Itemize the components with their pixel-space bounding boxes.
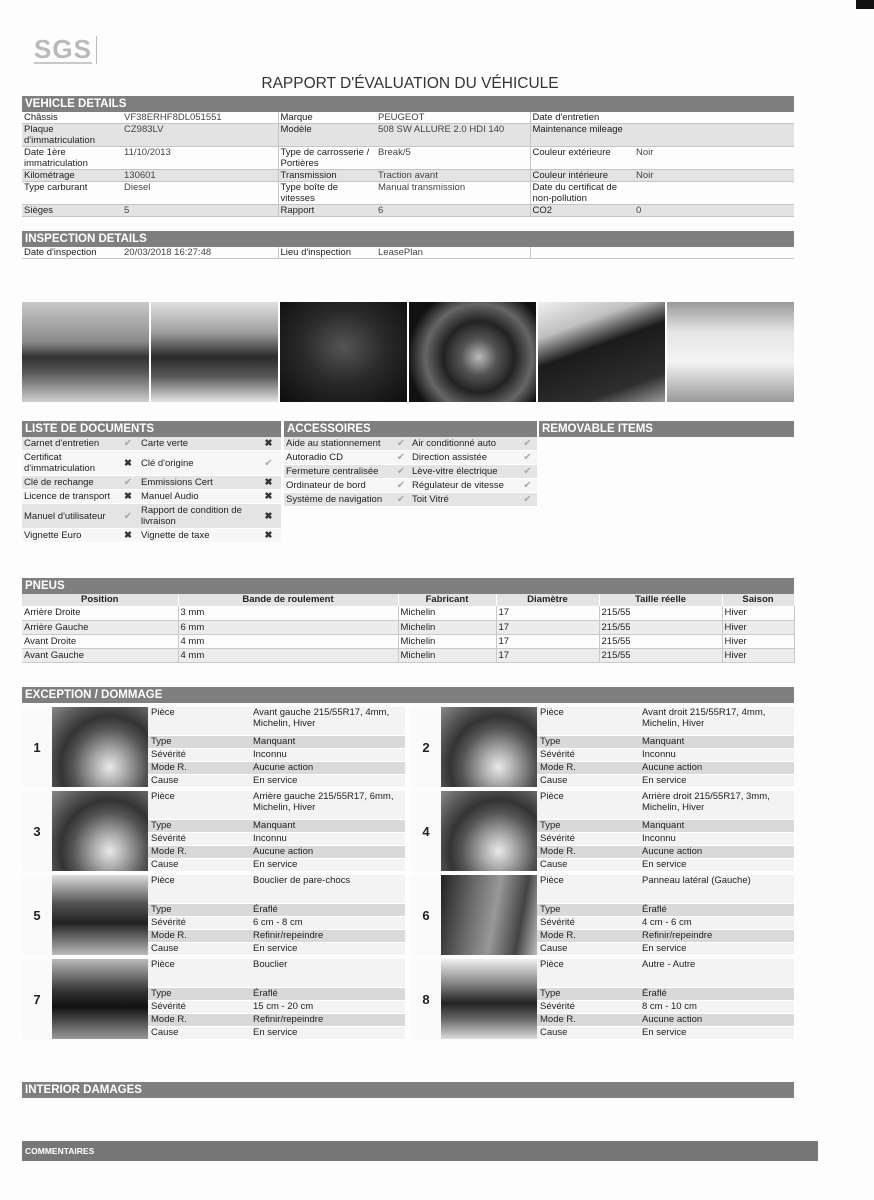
- tyre-column-header: Taille réelle: [599, 594, 722, 606]
- checklist-item-label: Fermeture centralisée: [284, 465, 392, 479]
- inspection-date-value: 20/03/2018 16:27:48: [124, 247, 212, 258]
- tyre-cell: 215/55: [599, 606, 722, 620]
- comments-heading: COMMENTAIRES: [22, 1141, 818, 1161]
- tyre-row: [22, 620, 794, 634]
- damage-field-value: Aucune action: [250, 761, 405, 774]
- vehicle-photo-interior[interactable]: [667, 302, 794, 402]
- damage-field-value: 8 cm - 10 cm: [639, 1000, 794, 1013]
- inspection-place-label: Lieu d'inspection: [278, 247, 376, 259]
- vehicle-value: [634, 124, 794, 147]
- vehicle-value: Noir: [636, 147, 654, 158]
- tyre-cell: Michelin: [398, 648, 496, 662]
- comments-section: [22, 1141, 818, 1161]
- checklist-item-label: Certificat d'immatriculation: [22, 451, 117, 476]
- damage-field-value: Aucune action: [639, 761, 794, 774]
- damage-field-label: Pièce: [148, 707, 250, 735]
- checklist-item-label: Manuel d'utilisateur: [22, 504, 117, 529]
- damage-photo[interactable]: [52, 791, 148, 871]
- damage-photo[interactable]: [441, 791, 537, 871]
- tyre-cell: Arrière Gauche: [22, 620, 178, 634]
- checklist-item-label: Système de navigation: [284, 493, 392, 507]
- logo-text: SGS: [34, 34, 92, 64]
- damage-card: [411, 959, 794, 1039]
- vehicle-label: Kilométrage: [24, 170, 75, 181]
- damage-field-value: Refinir/repeindre: [250, 1013, 405, 1026]
- cross-icon: ✖: [117, 490, 139, 504]
- checklist-row: [22, 490, 281, 504]
- check-icon: ✔: [518, 493, 537, 507]
- check-icon: ✔: [392, 437, 410, 451]
- tyre-row: [22, 606, 794, 620]
- damage-field-value: En service: [639, 858, 794, 871]
- checklist-row: [22, 451, 281, 476]
- tyre-cell: 4 mm: [178, 634, 398, 648]
- damages-section: [22, 687, 794, 1039]
- inspection-details-table: [22, 247, 794, 259]
- tyre-cell: Avant Droite: [22, 634, 178, 648]
- vehicle-label: Sièges: [24, 205, 54, 216]
- vehicle-details-heading: VEHICLE DETAILS: [22, 96, 794, 112]
- vehicle-label: CO2: [530, 205, 634, 217]
- tyre-cell: 17: [496, 648, 599, 662]
- vehicle-label: Type carburant: [24, 182, 88, 193]
- checklist-item-label: Toit Vitré: [410, 493, 518, 507]
- tyre-column-header: Bande de roulement: [178, 594, 398, 606]
- damage-field-value: Arrière droit 215/55R17, 3mm, Michelin, Hiver: [639, 791, 794, 819]
- interior-damages-heading: INTERIOR DAMAGES: [22, 1082, 794, 1098]
- damage-photo[interactable]: [52, 959, 148, 1039]
- checklist-item-label: Direction assistée: [410, 451, 518, 465]
- vehicle-label: Rapport: [278, 205, 376, 217]
- removable-items-list: [539, 421, 794, 437]
- vehicle-value: Break/5: [378, 147, 411, 158]
- damage-field-value: Manquant: [639, 735, 794, 748]
- tyres-section: [22, 578, 794, 663]
- checklist-item-label: Régulateur de vitesse: [410, 479, 518, 493]
- checklist-row: [22, 504, 281, 529]
- damage-field-value: Éraflé: [639, 903, 794, 916]
- damage-field-label: Cause: [537, 942, 639, 955]
- cross-icon: ✖: [256, 490, 281, 504]
- tyre-cell: 17: [496, 634, 599, 648]
- damage-details: [148, 959, 405, 1040]
- checklist-row: [284, 493, 537, 507]
- damage-details: [537, 959, 794, 1040]
- damage-field-label: Mode R.: [148, 761, 250, 774]
- damage-field-value: Aucune action: [639, 1013, 794, 1026]
- tyre-cell: Avant Gauche: [22, 648, 178, 662]
- vehicle-value: Manual transmission: [378, 182, 466, 193]
- checklist-row: [22, 437, 281, 451]
- checklist-item-label: Air conditionné auto: [410, 437, 518, 451]
- tyre-row: [22, 648, 794, 662]
- vehicle-photo-boot[interactable]: [280, 302, 407, 402]
- checklist-item-label: Autoradio CD: [284, 451, 392, 465]
- damage-field-value: 6 cm - 8 cm: [250, 916, 405, 929]
- check-icon: ✔: [392, 465, 410, 479]
- damage-field-label: Pièce: [148, 875, 250, 903]
- vehicle-label: Châssis: [24, 112, 58, 123]
- tyre-cell: Hiver: [722, 648, 794, 662]
- checklist-row: [284, 465, 537, 479]
- check-icon: ✔: [518, 451, 537, 465]
- interior-damages-section: [22, 1082, 794, 1098]
- check-icon: ✔: [392, 451, 410, 465]
- vehicle-label: Maintenance mileage: [530, 124, 634, 147]
- damage-field-value: Panneau latéral (Gauche): [639, 875, 794, 903]
- details-block: [22, 96, 794, 259]
- damage-number: 2: [422, 739, 430, 755]
- damages-heading: EXCEPTION / DOMMAGE: [22, 687, 794, 703]
- vehicle-value: PEUGEOT: [378, 112, 425, 123]
- damage-field-label: Pièce: [537, 791, 639, 819]
- accessories-heading: ACCESSOIRES: [284, 421, 537, 437]
- damage-number: 8: [422, 991, 430, 1007]
- check-icon: ✔: [518, 479, 537, 493]
- documents-heading: LISTE DE DOCUMENTS: [22, 421, 281, 437]
- vehicle-label: Date d'entretien: [530, 112, 634, 124]
- checklist-item-label: Aide au stationnement: [284, 437, 392, 451]
- vehicle-value: 130601: [124, 170, 156, 181]
- damage-details: [537, 791, 794, 872]
- damage-card: [22, 707, 405, 787]
- tyre-cell: 4 mm: [178, 648, 398, 662]
- damage-details: [148, 791, 405, 872]
- vehicle-value: 0: [636, 205, 642, 216]
- damage-field-value: En service: [639, 1026, 794, 1039]
- vehicle-label: Type boîte de vitesses: [278, 182, 376, 205]
- vehicle-label: Plaque d'immatriculation: [24, 124, 95, 146]
- damage-field-value: Inconnu: [250, 832, 405, 845]
- checklist-row: [284, 437, 537, 451]
- vehicle-row: [22, 205, 794, 217]
- damage-card: [22, 875, 405, 955]
- damage-field-label: Type: [148, 903, 250, 916]
- vehicle-row: [22, 170, 794, 182]
- damage-field-value: Inconnu: [639, 748, 794, 761]
- damage-field-value: Refinir/repeindre: [639, 929, 794, 942]
- vehicle-value: Noir: [636, 170, 654, 181]
- damage-field-label: Type: [537, 987, 639, 1000]
- damage-details: [148, 875, 405, 956]
- vehicle-row: [22, 112, 794, 124]
- checklist-row: [284, 479, 537, 493]
- damage-field-label: Cause: [148, 774, 250, 787]
- damage-field-label: Cause: [537, 858, 639, 871]
- check-icon: ✔: [518, 437, 537, 451]
- damage-field-value: Bouclier de pare-chocs: [250, 875, 405, 903]
- vehicle-value: 5: [124, 205, 130, 216]
- damage-field-label: Mode R.: [148, 845, 250, 858]
- cross-icon: ✖: [256, 476, 281, 490]
- vehicle-row: [22, 147, 794, 170]
- tyre-cell: Michelin: [398, 620, 496, 634]
- tyre-cell: 215/55: [599, 648, 722, 662]
- checklist-item-label: Rapport de condition de livraison: [139, 504, 256, 529]
- damage-field-label: Sévérité: [537, 748, 639, 761]
- damage-field-label: Cause: [148, 1026, 250, 1039]
- vehicle-value: [634, 182, 794, 205]
- damage-details: [537, 875, 794, 956]
- damage-field-label: Type: [148, 819, 250, 832]
- damage-field-value: 15 cm - 20 cm: [250, 1000, 405, 1013]
- vehicle-value: [634, 112, 794, 124]
- damage-field-value: Refinir/repeindre: [250, 929, 405, 942]
- tyre-column-header: Diamètre: [496, 594, 599, 606]
- vehicle-photo-rear[interactable]: [151, 302, 278, 402]
- damage-field-label: Pièce: [148, 791, 250, 819]
- checklist-row: [22, 476, 281, 490]
- damage-field-label: Cause: [537, 774, 639, 787]
- damage-photo[interactable]: [441, 875, 537, 955]
- damage-field-value: Inconnu: [639, 832, 794, 845]
- damage-card: [22, 791, 405, 871]
- checklist-item-label: Vignette de taxe: [139, 529, 256, 543]
- damage-field-label: Pièce: [148, 959, 250, 987]
- tyre-cell: 17: [496, 606, 599, 620]
- damage-field-label: Sévérité: [537, 916, 639, 929]
- report-title: RAPPORT D'ÉVALUATION DU VÉHICULE: [261, 75, 559, 92]
- check-icon: ✔: [518, 465, 537, 479]
- damage-field-value: Arrière gauche 215/55R17, 6mm, Michelin, Hiver: [250, 791, 405, 819]
- vehicle-photo-front[interactable]: [22, 302, 149, 402]
- damage-field-value: En service: [250, 942, 405, 955]
- damage-photo[interactable]: [441, 707, 537, 787]
- damage-field-value: Éraflé: [250, 987, 405, 1000]
- tyre-cell: 3 mm: [178, 606, 398, 620]
- damage-field-value: Aucune action: [250, 845, 405, 858]
- damage-field-label: Mode R.: [537, 1013, 639, 1026]
- checklists: [22, 421, 794, 561]
- damage-photo[interactable]: [441, 959, 537, 1039]
- damage-field-value: Bouclier: [250, 959, 405, 987]
- vehicle-label: Type de carrosserie / Portières: [278, 147, 376, 170]
- cross-icon: ✖: [256, 529, 281, 543]
- damage-field-value: Aucune action: [639, 845, 794, 858]
- checklist-row: [22, 529, 281, 543]
- damage-field-label: Mode R.: [148, 929, 250, 942]
- vehicle-value: CZ983LV: [124, 124, 164, 135]
- vehicle-value: VF38ERHF8DL051551: [124, 112, 222, 123]
- tyre-column-header: Saison: [722, 594, 794, 606]
- damage-field-value: Manquant: [250, 735, 405, 748]
- removable-items-heading: REMOVABLE ITEMS: [539, 421, 794, 437]
- check-icon: ✔: [256, 451, 281, 476]
- damage-number: 1: [33, 739, 41, 755]
- cross-icon: ✖: [117, 529, 139, 543]
- check-icon: ✔: [117, 437, 139, 451]
- vehicle-details-table: [22, 112, 794, 217]
- tyre-column-header: Position: [22, 594, 178, 606]
- vehicle-photo-roof[interactable]: [538, 302, 665, 402]
- damage-field-label: Cause: [148, 858, 250, 871]
- damage-field-label: Mode R.: [537, 761, 639, 774]
- vehicle-value: 11/10/2013: [124, 147, 171, 158]
- damage-field-label: Sévérité: [148, 916, 250, 929]
- inspection-date-label: Date d'inspection: [24, 247, 97, 258]
- damage-field-label: Pièce: [537, 707, 639, 735]
- damage-field-value: Manquant: [639, 819, 794, 832]
- damage-field-value: Avant droit 215/55R17, 4mm, Michelin, Hiver: [639, 707, 794, 735]
- checklist-item-label: Clé d'origine: [139, 451, 256, 476]
- checklist-item-label: Carnet d'entretien: [22, 437, 117, 451]
- damage-field-value: En service: [639, 942, 794, 955]
- damage-photo[interactable]: [52, 875, 148, 955]
- damage-field-value: En service: [639, 774, 794, 787]
- damage-card: [22, 959, 405, 1039]
- damage-field-label: Mode R.: [537, 845, 639, 858]
- vehicle-value: 508 SW ALLURE 2.0 HDI 140: [378, 124, 505, 135]
- damage-field-value: Manquant: [250, 819, 405, 832]
- damage-field-label: Sévérité: [148, 748, 250, 761]
- damage-number: 3: [33, 823, 41, 839]
- accessories-list: [284, 421, 537, 507]
- tyre-cell: Hiver: [722, 634, 794, 648]
- tyre-cell: Hiver: [722, 606, 794, 620]
- vehicle-row: [22, 182, 794, 205]
- tyre-cell: Hiver: [722, 620, 794, 634]
- vehicle-label: Date 1ère immatriculation: [24, 147, 88, 169]
- damage-field-value: En service: [250, 858, 405, 871]
- check-icon: ✔: [392, 493, 410, 507]
- checklist-item-label: Emmissions Cert: [139, 476, 256, 490]
- tyre-cell: 215/55: [599, 620, 722, 634]
- damage-field-value: Éraflé: [639, 987, 794, 1000]
- damage-field-label: Type: [148, 735, 250, 748]
- vehicle-label: Transmission: [278, 170, 376, 182]
- damage-field-label: Type: [537, 903, 639, 916]
- cross-icon: ✖: [117, 451, 139, 476]
- damage-field-label: Sévérité: [148, 832, 250, 845]
- tyre-column-header: Fabricant: [398, 594, 496, 606]
- damage-card: [411, 707, 794, 787]
- vehicle-label: Date du certificat de non-pollution: [530, 182, 634, 205]
- checklist-row: [284, 451, 537, 465]
- checklist-item-label: Carte verte: [139, 437, 256, 451]
- documents-list: [22, 421, 281, 543]
- damage-field-label: Sévérité: [537, 832, 639, 845]
- damage-field-value: Inconnu: [250, 748, 405, 761]
- tyres-table: [22, 594, 795, 663]
- tyre-cell: Arrière Droite: [22, 606, 178, 620]
- vehicle-row: [22, 124, 794, 147]
- tyre-cell: 17: [496, 620, 599, 634]
- tyre-cell: Michelin: [398, 606, 496, 620]
- vehicle-photo-strip: [22, 302, 794, 402]
- damage-field-value: En service: [250, 774, 405, 787]
- checklist-item-label: Ordinateur de bord: [284, 479, 392, 493]
- sgs-logo: [34, 36, 92, 64]
- damage-field-value: 4 cm - 6 cm: [639, 916, 794, 929]
- damage-field-label: Type: [537, 819, 639, 832]
- vehicle-label: Couleur extérieure: [530, 147, 634, 170]
- damage-number: 5: [33, 907, 41, 923]
- tyre-cell: Michelin: [398, 634, 496, 648]
- checklist-item-label: Clé de rechange: [22, 476, 117, 490]
- damage-details: [537, 707, 794, 788]
- damage-number: 7: [33, 991, 41, 1007]
- damage-photo[interactable]: [52, 707, 148, 787]
- checklist-item-label: Licence de transport: [22, 490, 117, 504]
- vehicle-label: Modèle: [278, 124, 376, 147]
- damage-field-label: Pièce: [537, 875, 639, 903]
- damage-field-value: Autre - Autre: [639, 959, 794, 987]
- damage-field-label: Type: [148, 987, 250, 1000]
- damage-field-label: Pièce: [537, 959, 639, 987]
- checklist-item-label: Lève-vitre électrique: [410, 465, 518, 479]
- damage-field-value: En service: [250, 1026, 405, 1039]
- damage-field-label: Sévérité: [148, 1000, 250, 1013]
- cross-icon: ✖: [256, 504, 281, 529]
- vehicle-value: 6: [378, 205, 384, 216]
- tyre-row: [22, 634, 794, 648]
- vehicle-value: Diesel: [124, 182, 151, 193]
- tyre-cell: 215/55: [599, 634, 722, 648]
- damage-field-label: Mode R.: [537, 929, 639, 942]
- damage-field-label: Sévérité: [537, 1000, 639, 1013]
- damage-field-label: Cause: [148, 942, 250, 955]
- vehicle-photo-spare-wheel[interactable]: [409, 302, 536, 402]
- check-icon: ✔: [117, 476, 139, 490]
- damage-field-value: Éraflé: [250, 903, 405, 916]
- vehicle-value: Traction avant: [378, 170, 438, 181]
- checklist-item-label: Vignette Euro: [22, 529, 117, 543]
- damage-field-label: Type: [537, 735, 639, 748]
- inspection-place-value: LeasePlan: [378, 247, 423, 258]
- damage-number: 6: [422, 907, 430, 923]
- vehicle-label: Couleur intérieure: [530, 170, 634, 182]
- inspection-details-heading: INSPECTION DETAILS: [22, 231, 794, 247]
- damage-field-label: Mode R.: [148, 1013, 250, 1026]
- check-icon: ✔: [117, 504, 139, 529]
- tyre-cell: 6 mm: [178, 620, 398, 634]
- tyres-heading: PNEUS: [22, 578, 794, 594]
- damage-field-label: Cause: [537, 1026, 639, 1039]
- damage-card: [411, 791, 794, 871]
- damage-number: 4: [422, 823, 430, 839]
- checklist-item-label: Manuel Audio: [139, 490, 256, 504]
- damage-field-value: Avant gauche 215/55R17, 4mm, Michelin, Hiver: [250, 707, 405, 735]
- damage-details: [148, 707, 405, 788]
- damage-card: [411, 875, 794, 955]
- check-icon: ✔: [392, 479, 410, 493]
- vehicle-label: Marque: [278, 112, 376, 124]
- scan-edge-mark: [856, 0, 874, 9]
- cross-icon: ✖: [256, 437, 281, 451]
